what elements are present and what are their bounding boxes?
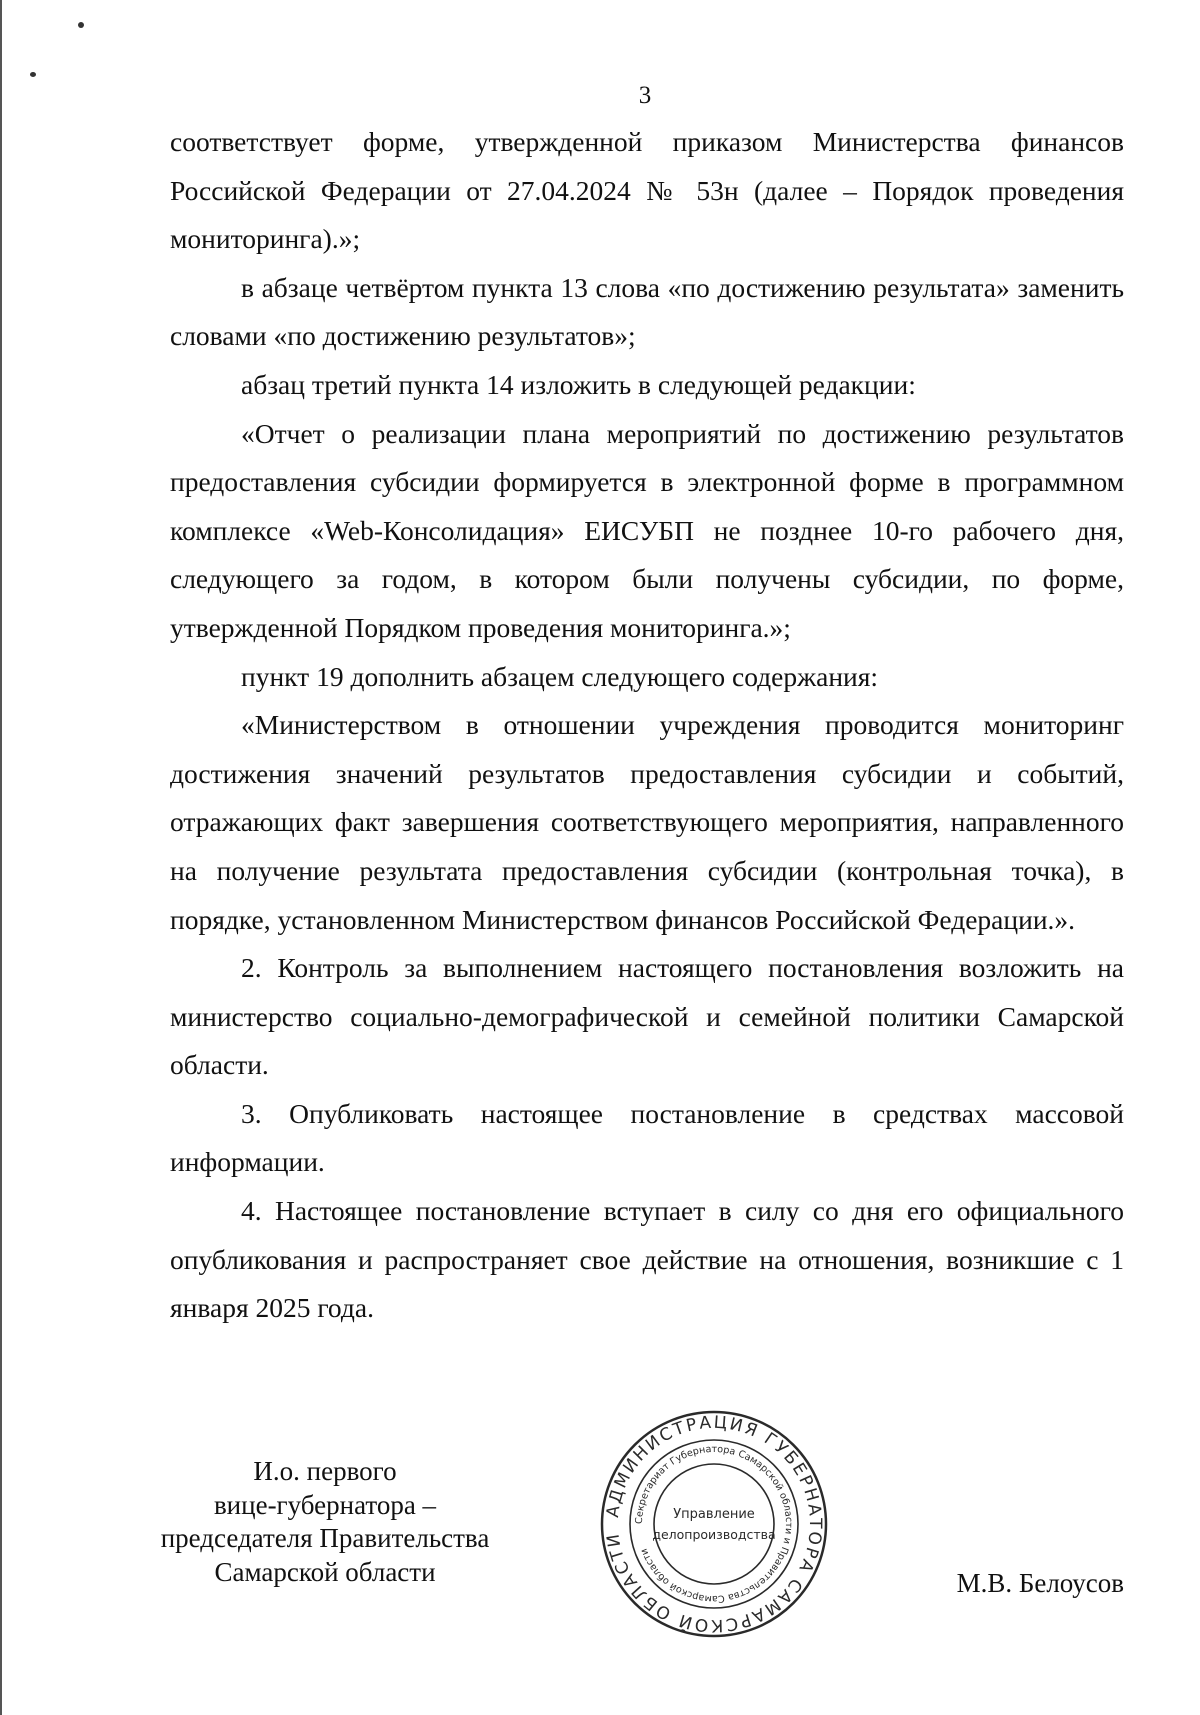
paragraph-8: 3. Опубликовать настоящее постановление в средствах массовой информации. <box>170 1097 1124 1178</box>
position-line: вице-губернатора – <box>213 1489 437 1520</box>
stamp-inner-text: Секретариат Губернатора Самарской области и Правительства Самарской области <box>633 1443 795 1605</box>
paragraph-9: 4. Настоящее постановление вступает в силу со дня его официального опубликования и распространяет свое действие на отношения, возникшие с 1 января 2025 года. <box>170 1195 1124 1324</box>
paragraph-2: в абзаце четвёртом пункта 13 слова «по достижению результата» заменить словами «по достижению результатов»; <box>170 271 1124 352</box>
paragraph-1: соответствует форме, утвержденной приказом Министерства финансов Российской Федерации от 27.04.2024 № 53н (далее – Порядок проведения мониторинга).»; <box>170 126 1124 255</box>
paragraph-6: «Министерством в отношении учреждения проводится мониторинг достижения значений результатов предоставления субсидии и событий, отражающих факт завершения соответствующего мероприятия, направленного на получение результата предоставления субсидии (контрольная точка), в порядке, установленном Министерством финансов Российской Федерации.». <box>170 709 1124 935</box>
paragraph-7: 2. Контроль за выполнением настоящего постановления возложить на министерство социально-демографической и семейной политики Самарской области. <box>170 952 1124 1081</box>
stamp-middle-circle <box>630 1440 798 1608</box>
position-line: председателя Правительства <box>160 1523 490 1553</box>
scan-speck <box>78 22 84 28</box>
official-stamp <box>598 1408 830 1640</box>
scan-left-edge <box>0 0 2 1715</box>
page-number: 3 <box>638 82 652 109</box>
position-line: Самарской области <box>214 1556 436 1587</box>
stamp-center-line-2: делопроизводства <box>652 1527 776 1542</box>
signatory-position <box>140 1455 510 1589</box>
paragraph-3: абзац третий пункта 14 изложить в следующей редакции: <box>241 368 916 400</box>
position-line: И.о. первого <box>253 1456 397 1486</box>
stamp-center-line-1: Управление <box>673 1507 755 1522</box>
stamp-inner-circle <box>654 1464 774 1584</box>
paragraph-4: «Отчет о реализации плана мероприятий по достижению результатов предоставления субсидии формируется в электронной форме в программном комплексе «Web-Консолидация» ЕИСУБП не позднее 10-го рабочего дня, следующего за годом, в котором были получены субсидии, по форме, утвержденной Порядком проведения мониторинга.»; <box>170 417 1124 643</box>
scan-speck <box>30 72 36 77</box>
paragraph-5: пункт 19 дополнить абзацем следующего содержания: <box>241 660 879 692</box>
stamp-outer-text: АДМИНИСТРАЦИЯ ГУБЕРНАТОРА САМАРСКОЙ ОБЛАСТИ <box>603 1412 826 1636</box>
document-body <box>170 118 1124 1333</box>
signatory-name: М.В. Белоусов <box>956 1568 1124 1598</box>
